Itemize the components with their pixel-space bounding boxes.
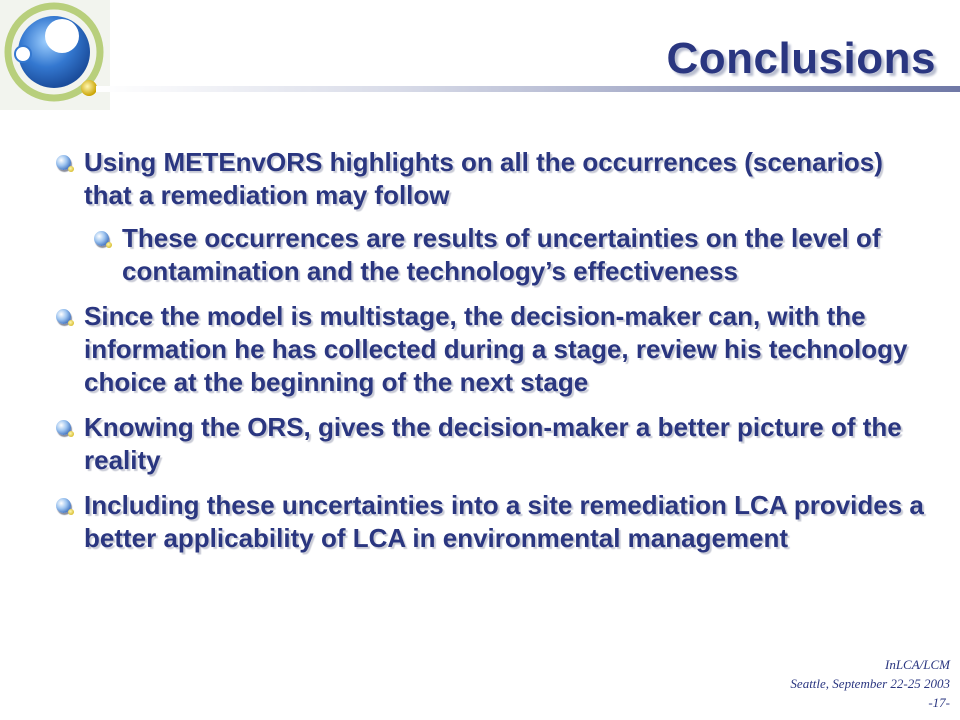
sphere-bullet-icon: [56, 309, 71, 324]
footer-conference: InLCA/LCM: [884, 657, 950, 672]
logo: [0, 0, 110, 110]
sub-bullet-text: These occurrences are results of uncertainties on the level of contamination and the technology’s effectiveness: [122, 223, 881, 286]
bullet-item: [50, 411, 930, 477]
sphere-bullet-icon: [56, 498, 71, 513]
sphere-bullet-icon: [56, 155, 71, 170]
sphere-bullet-icon: [94, 231, 109, 246]
footer-page-number: -17-: [928, 695, 950, 710]
bullet-text: Including these uncertainties into a site remediation LCA provides a better applicability of LCA in environmental management: [84, 490, 924, 553]
slide-footer: [790, 655, 950, 712]
slide-title: Conclusions: [666, 34, 936, 83]
bullet-item: [50, 146, 930, 212]
bullet-text: Since the model is multistage, the decision-maker can, with the information he has collected during a stage, review his technology choice at the beginning of the next stage: [84, 301, 908, 397]
footer-location-date: Seattle, September 22-25 2003: [790, 676, 950, 691]
sub-bullet-item: [50, 222, 930, 288]
bullet-text: Using METEnvORS highlights on all the occurrences (scenarios) that a remediation may follow: [84, 147, 883, 210]
bullet-list: [50, 146, 930, 567]
bullet-item: [50, 300, 930, 399]
sphere-bullet-icon: [56, 420, 71, 435]
bullet-text: Knowing the ORS, gives the decision-maker a better picture of the reality: [84, 412, 902, 475]
bullet-item: [50, 489, 930, 555]
title-underline: [96, 86, 960, 92]
